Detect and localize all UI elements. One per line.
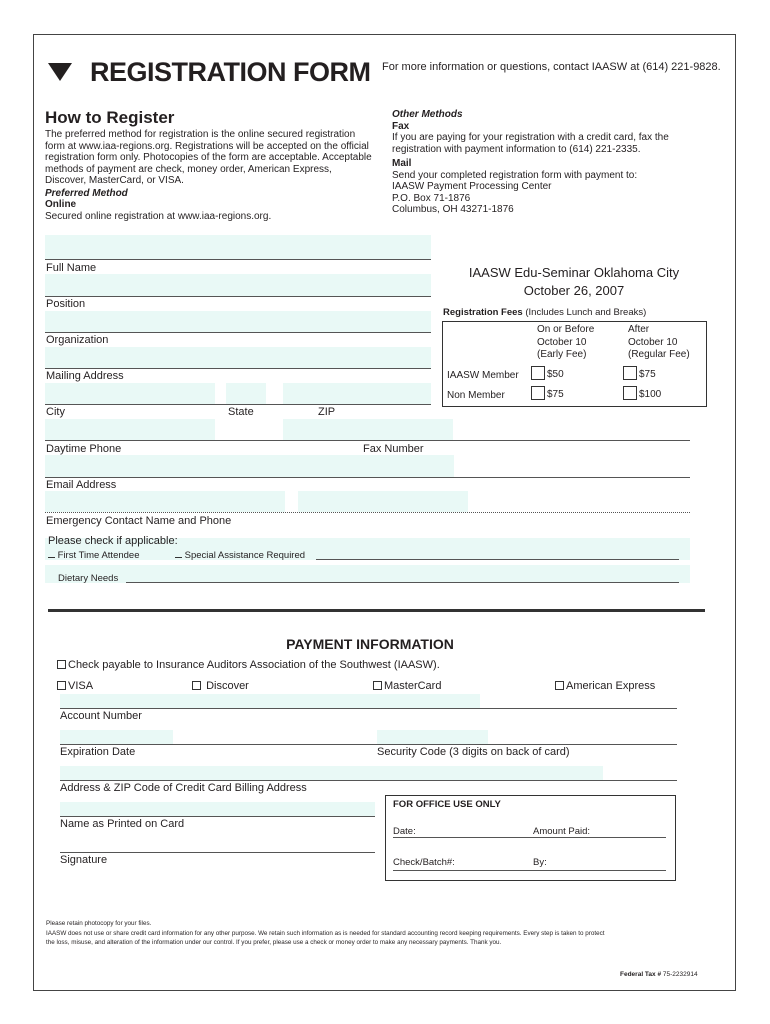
early-fee-header (537, 324, 594, 362)
check-payable-label: Check payable to Insurance Auditors Association of the Southwest (IAASW). (68, 659, 440, 671)
non-regular-fee: $100 (639, 389, 662, 400)
office-heading: FOR OFFICE USE ONLY (393, 799, 501, 810)
how-line: The preferred method for registration is the online secured registration (45, 129, 356, 140)
daytime-phone-label: Daytime Phone (46, 443, 122, 455)
state-label: State (228, 406, 254, 418)
page-title: REGISTRATION FORM (90, 57, 371, 87)
amex-label: American Express (566, 680, 656, 692)
daytime-phone-input[interactable] (45, 419, 215, 440)
check-payable-checkbox[interactable] (57, 659, 440, 671)
expiration-input[interactable] (60, 730, 173, 744)
office-row2-line (393, 870, 666, 871)
col2-line: After (628, 324, 650, 335)
online-text: Secured online registration at www.iaa-regions.org. (45, 210, 272, 222)
email-input[interactable] (45, 455, 454, 477)
position-label: Position (46, 298, 86, 310)
mastercard-label: MasterCard (384, 680, 442, 692)
emergency-phone-input[interactable] (298, 491, 468, 512)
special-assistance-line (316, 559, 679, 560)
zip-input[interactable] (283, 383, 431, 404)
how-to-register-text (45, 129, 372, 222)
office-amount-label: Amount Paid: (533, 826, 591, 837)
federal-tax (620, 971, 698, 978)
member-early-checkbox[interactable] (531, 366, 564, 380)
check-if-label: Please check if applicable: (48, 535, 178, 547)
footer-line: Please retain photocopy for your files. (46, 920, 152, 927)
office-check-label: Check/Batch#: (393, 857, 455, 868)
emergency-name-input[interactable] (45, 491, 285, 512)
non-early-checkbox[interactable] (531, 386, 564, 400)
other-methods (392, 109, 669, 216)
col1-line: October 10 (537, 336, 587, 348)
mastercard-checkbox[interactable] (373, 680, 441, 692)
organization-input[interactable] (45, 311, 431, 332)
fax-line: If you are paying for your registration with a credit card, fax the (392, 132, 669, 143)
office-row1-line (393, 837, 666, 838)
event-info (441, 264, 707, 300)
name-on-card-input[interactable] (60, 802, 375, 816)
member-regular-fee: $75 (639, 369, 656, 380)
col1-line: On or Before (537, 324, 595, 335)
event-date: October 26, 2007 (523, 283, 625, 298)
fees-heading (443, 307, 646, 318)
tax-label: Federal Tax # (620, 971, 662, 978)
position-input[interactable] (45, 274, 431, 296)
mail-line: P.O. Box 71-1876 (392, 192, 471, 204)
non-member-label: Non Member (447, 390, 505, 401)
tax-number: 75-2232914 (662, 971, 698, 978)
signature-label: Signature (60, 854, 108, 866)
dietary-input-line[interactable] (126, 582, 679, 583)
office-by-label: By: (533, 857, 547, 868)
city-line (45, 404, 431, 405)
expiration-label: Expiration Date (60, 746, 136, 758)
how-line: Discover, MasterCard, or VISA. (45, 175, 184, 186)
office-date-label: Date: (393, 826, 416, 837)
section-divider (48, 609, 705, 612)
mail-label: Mail (392, 158, 412, 169)
footer-line: the loss, misuse, and alteration of the information under our control. If you prefer, please use a check or money order to make any necessary payments. Thank you. (46, 939, 502, 946)
discover-checkbox[interactable] (192, 680, 249, 692)
footer-notice (46, 919, 726, 948)
emergency-label: Emergency Contact Name and Phone (46, 515, 232, 527)
col2-line: (Regular Fee) (628, 349, 690, 360)
triangle-marker-icon (48, 63, 72, 81)
emergency-line (45, 512, 690, 513)
contact-info: For more information or questions, contact IAASW at (614) 221-9828. (382, 61, 721, 73)
special-assistance-label: Special Assistance Required (184, 550, 306, 561)
mailing-address-label: Mailing Address (46, 370, 124, 382)
online-label: Online (45, 199, 77, 210)
preferred-method-label: Preferred Method (45, 187, 128, 199)
first-time-label: First Time Attendee (57, 550, 140, 561)
state-input[interactable] (226, 383, 266, 404)
dietary-label: Dietary Needs (58, 573, 119, 584)
organization-line (45, 332, 431, 333)
email-label: Email Address (46, 479, 117, 491)
first-time-checkbox[interactable] (48, 550, 139, 561)
security-code-label: Security Code (3 digits on back of card) (377, 746, 570, 758)
payment-heading: PAYMENT INFORMATION (286, 636, 454, 652)
col2-line: October 10 (628, 336, 678, 348)
mailing-address-line (45, 368, 431, 369)
mailing-address-input[interactable] (45, 347, 431, 368)
name-on-card-line (60, 816, 375, 817)
footer-line: IAASW does not use or share credit card information for any other purpose. We retain such information as is needed for standard accounting record keeping requirements. Every step is taken to protect (46, 929, 605, 937)
fax-label: Fax (392, 120, 410, 132)
security-code-input[interactable] (377, 730, 488, 744)
mail-line: IAASW Payment Processing Center (392, 181, 552, 192)
visa-label: VISA (68, 680, 94, 692)
fees-label: Registration Fees (443, 307, 523, 318)
organization-label: Organization (46, 334, 109, 346)
phone-line (45, 440, 690, 441)
full-name-label: Full Name (46, 262, 97, 274)
account-number-input[interactable] (60, 694, 480, 708)
billing-address-input[interactable] (60, 766, 603, 780)
non-early-fee: $75 (547, 389, 564, 400)
position-line (45, 296, 431, 297)
city-input[interactable] (45, 383, 215, 404)
billing-address-label: Address & ZIP Code of Credit Card Billing Address (60, 782, 307, 794)
city-label: City (46, 406, 65, 418)
full-name-line (45, 259, 431, 260)
mail-line: Columbus, OH 43271-1876 (392, 204, 514, 215)
other-methods-heading: Other Methods (392, 109, 463, 120)
fax-number-label: Fax Number (363, 443, 424, 455)
amex-checkbox[interactable] (555, 680, 655, 692)
visa-checkbox[interactable] (57, 680, 93, 692)
signature-input-line[interactable] (60, 852, 375, 853)
event-name: IAASW Edu-Seminar Oklahoma City (468, 265, 680, 280)
discover-label: Discover (206, 680, 249, 692)
expiration-line (60, 744, 677, 745)
full-name-input[interactable] (45, 235, 431, 259)
special-assistance-checkbox[interactable] (175, 550, 305, 561)
zip-label: ZIP (318, 406, 336, 418)
fax-number-input-top[interactable] (283, 419, 453, 440)
non-regular-checkbox[interactable] (623, 386, 661, 400)
account-line (60, 708, 677, 709)
fees-note: (Includes Lunch and Breaks) (525, 307, 647, 318)
member-regular-checkbox[interactable] (623, 366, 656, 380)
how-line: registration form only. Photocopies of the form are acceptable. Acceptable (45, 152, 372, 163)
account-number-label: Account Number (60, 710, 142, 722)
how-to-register-heading: How to Register (45, 108, 175, 127)
col1-line: (Early Fee) (537, 349, 587, 360)
dietary-area (45, 565, 690, 583)
mail-line: Send your completed registration form with payment to: (392, 169, 638, 181)
billing-line (60, 780, 677, 781)
email-line (45, 477, 690, 478)
how-line: form at www.iaa-regions.org. Registrations will be accepted on the official (45, 140, 369, 152)
member-label: IAASW Member (447, 370, 519, 381)
how-line: methods of payment are check, money order, American Express, (45, 163, 332, 175)
regular-fee-header (628, 324, 690, 362)
member-early-fee: $50 (547, 369, 564, 380)
name-on-card-label: Name as Printed on Card (60, 818, 185, 830)
fax-line: registration with payment information to (614) 221-2335. (392, 143, 641, 155)
